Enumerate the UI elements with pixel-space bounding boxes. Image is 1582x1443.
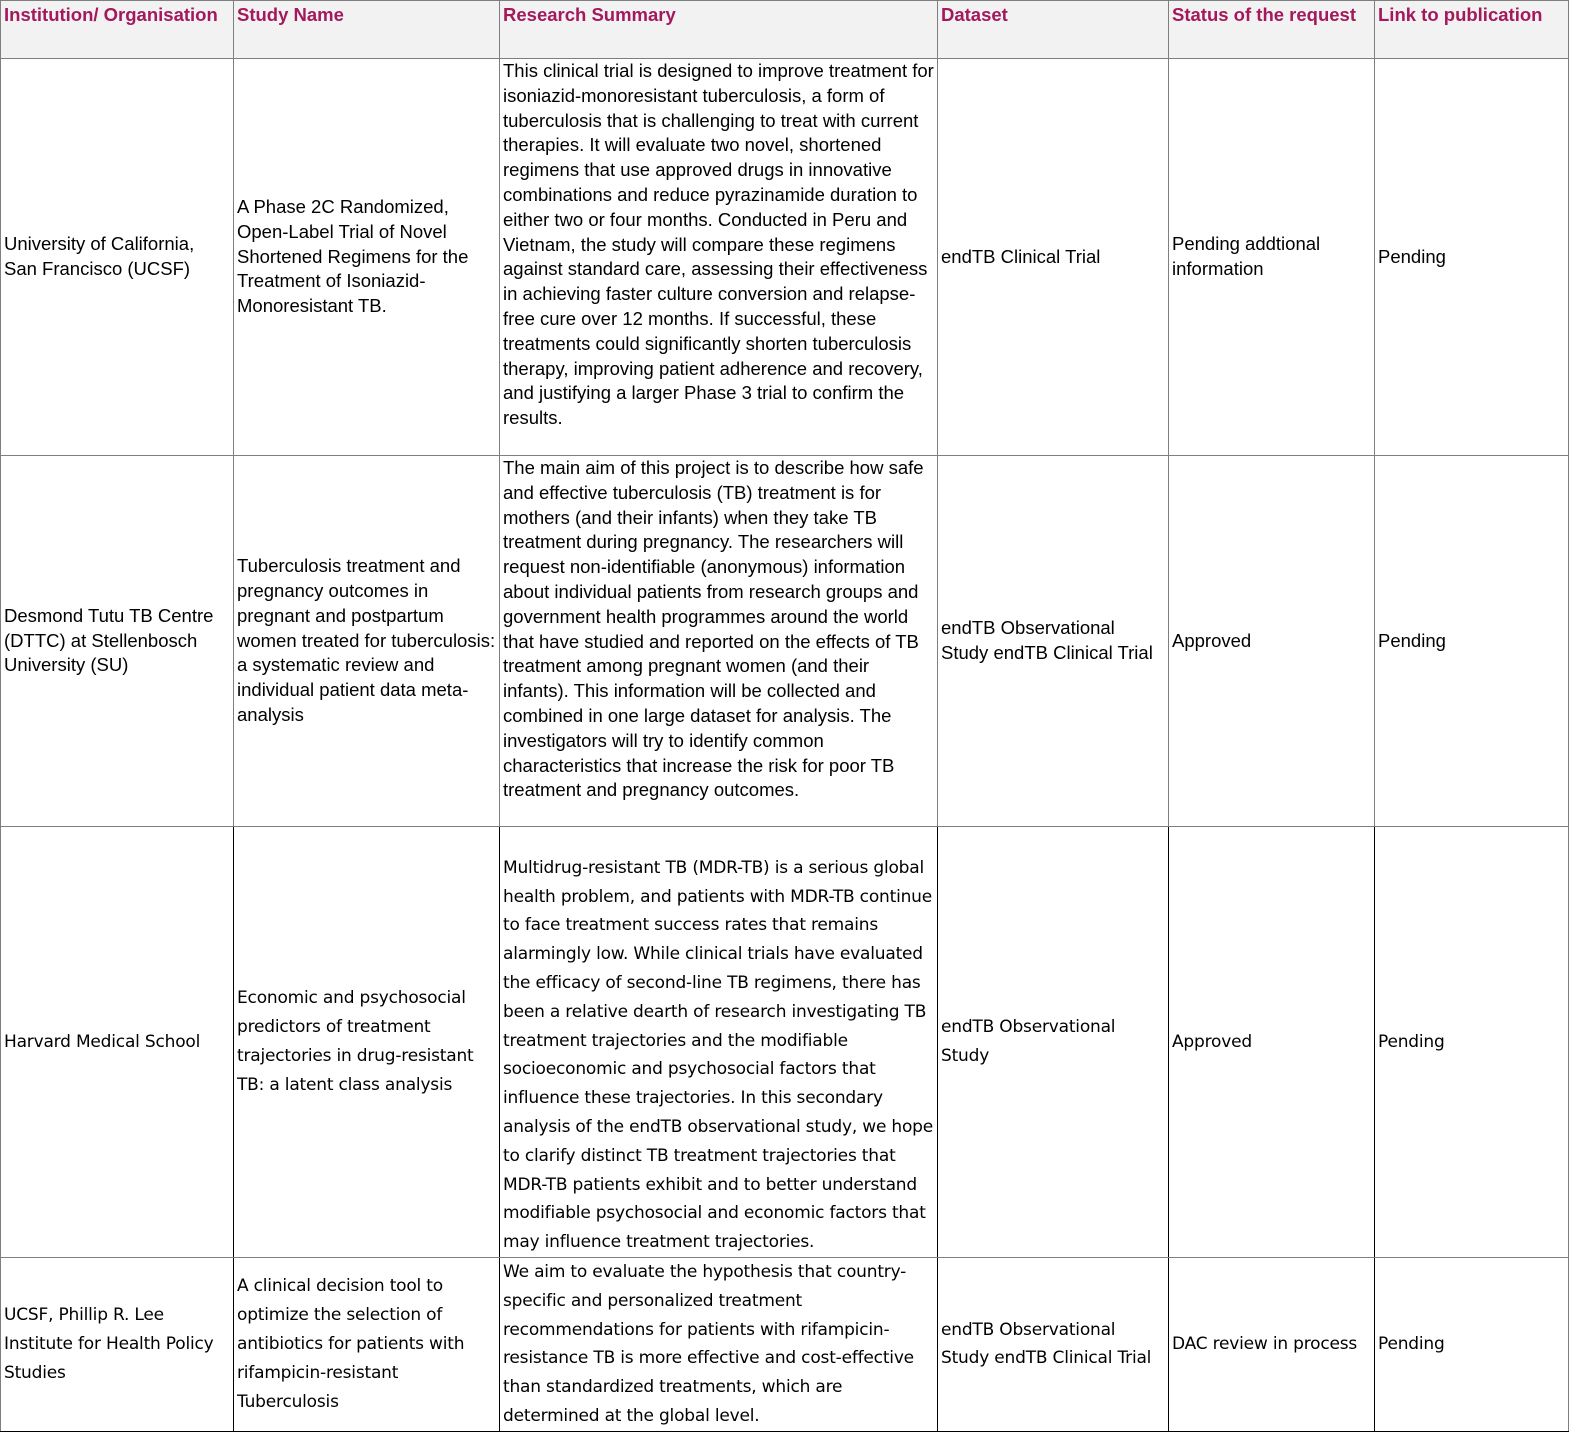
table-row — [1, 59, 1569, 456]
institution-cell: University of California, San Francisco (UCSF) — [1, 59, 234, 456]
publication-link-cell: Pending — [1375, 827, 1569, 1258]
status-cell: Pending addtional information — [1169, 59, 1375, 456]
header-row — [1, 1, 1569, 59]
publication-link-cell: Pending — [1375, 59, 1569, 456]
table-row — [1, 1258, 1569, 1432]
institution-cell: Harvard Medical School — [1, 827, 234, 1258]
dataset-cell: endTB Observational Study endTB Clinical Trial — [938, 456, 1169, 827]
publication-link-cell: Pending — [1375, 1258, 1569, 1432]
research-summary-cell: Multidrug-resistant TB (MDR-TB) is a serious global health problem, and patients with MDR-TB continue to face treatment success rates that remains alarmingly low. While clinical trials have evaluated the efficacy of second-line TB regimens, there has been a relative dearth of research investigating TB treatment trajectories and the modifiable socioeconomic and psychosocial factors that influence these trajectories. In this secondary analysis of the endTB observational study, we hope to clarify distinct TB treatment trajectories that MDR-TB patients exhibit and to better understand modifiable psychosocial and economic factors that may influence treatment trajectories. — [500, 827, 938, 1258]
study-name-cell: A clinical decision tool to optimize the selection of antibiotics for patients with rifampicin-resistant Tuberculosis — [234, 1258, 500, 1432]
study-name-cell: Economic and psychosocial predictors of treatment trajectories in drug-resistant TB: a latent class analysis — [234, 827, 500, 1258]
column-header-institution: Institution/ Organisation — [1, 1, 234, 59]
publication-link-cell: Pending — [1375, 456, 1569, 827]
column-header-dataset: Dataset — [938, 1, 1169, 59]
study-name-cell: Tuberculosis treatment and pregnancy outcomes in pregnant and postpartum women treated for tuberculosis: a systematic review and individual patient data meta-analysis — [234, 456, 500, 827]
column-header-publication-link: Link to publication — [1375, 1, 1569, 59]
research-summary-cell: This clinical trial is designed to improve treatment for isoniazid-monoresistant tuberculosis, a form of tuberculosis that is challenging to treat with current therapies. It will evaluate two novel, shortened regimens that use approved drugs in innovative combinations and reduce pyrazinamide duration to either two or four months. Conducted in Peru and Vietnam, the study will compare these regimens against standard care, assessing their effectiveness in achieving faster culture conversion and relapse-free cure over 12 months. If successful, these treatments could significantly shorten tuberculosis therapy, improving patient adherence and recovery, and justifying a larger Phase 3 trial to confirm the results. — [500, 59, 938, 456]
column-header-study-name: Study Name — [234, 1, 500, 59]
dataset-cell: endTB Observational Study — [938, 827, 1169, 1258]
institution-cell: UCSF, Phillip R. Lee Institute for Health Policy Studies — [1, 1258, 234, 1432]
status-cell: DAC review in process — [1169, 1258, 1375, 1432]
dataset-cell: endTB Observational Study endTB Clinical Trial — [938, 1258, 1169, 1432]
dataset-cell: endTB Clinical Trial — [938, 59, 1169, 456]
column-header-status: Status of the request — [1169, 1, 1375, 59]
table-row — [1, 827, 1569, 1258]
research-summary-cell: The main aim of this project is to describe how safe and effective tuberculosis (TB) treatment is for mothers (and their infants) when they take TB treatment during pregnancy. The researchers will request non-identifiable (anonymous) information about individual patients from research groups and government health programmes around the world that have studied and reported on the effects of TB treatment among pregnant women (and their infants). This information will be collected and combined in one large dataset for analysis. The investigators will try to identify common characteristics that increase the risk for poor TB treatment and pregnancy outcomes. — [500, 456, 938, 827]
table-row — [1, 456, 1569, 827]
column-header-research-summary: Research Summary — [500, 1, 938, 59]
status-cell: Approved — [1169, 456, 1375, 827]
institution-cell: Desmond Tutu TB Centre (DTTC) at Stellenbosch University (SU) — [1, 456, 234, 827]
research-summary-cell: We aim to evaluate the hypothesis that country-specific and personalized treatment recommendations for patients with rifampicin-resistance TB is more effective and cost-effective than standardized treatments, which are determined at the global level. — [500, 1258, 938, 1432]
status-cell: Approved — [1169, 827, 1375, 1258]
study-name-cell: A Phase 2C Randomized, Open-Label Trial of Novel Shortened Regimens for the Treatment of Isoniazid-Monoresistant TB. — [234, 59, 500, 456]
